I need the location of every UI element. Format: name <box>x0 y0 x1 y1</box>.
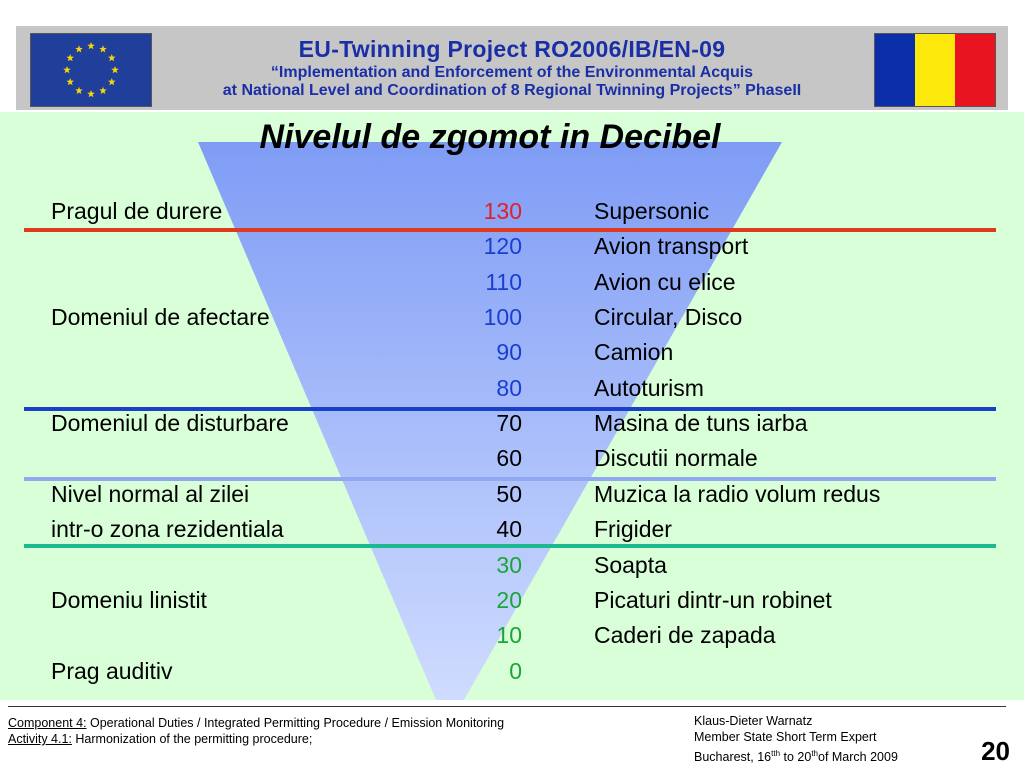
noise-source: Avion transport <box>594 233 749 260</box>
noise-source: Discutii normale <box>594 445 758 472</box>
date-place: Bucharest, 16 <box>694 750 772 765</box>
noise-source: Muzica la radio volum redus <box>594 480 881 507</box>
date-end: of March 2009 <box>818 750 898 765</box>
table-row <box>0 477 1024 512</box>
table-row <box>0 618 1024 653</box>
decibel-value: 30 <box>496 551 522 578</box>
noise-source: Autoturism <box>594 374 704 401</box>
activity-text: Harmonization of the permitting procedure; <box>71 732 313 746</box>
decibel-value: 0 <box>509 657 522 684</box>
footer-date <box>694 746 898 765</box>
decibel-value: 10 <box>496 622 522 649</box>
activity-label: Activity 4.1: <box>8 732 72 746</box>
noise-source: Caderi de zapada <box>594 622 776 649</box>
table-row <box>0 512 1024 547</box>
range-label: Nivel normal al zilei <box>51 480 250 507</box>
table-row <box>0 371 1024 406</box>
range-label: Domeniul de afectare <box>51 304 270 331</box>
decibel-value: 110 <box>485 268 522 295</box>
decibel-value: 40 <box>496 516 522 543</box>
range-label: Prag auditiv <box>51 657 173 684</box>
range-label: Domeniu linistit <box>51 586 207 613</box>
decibel-value: 100 <box>483 304 522 331</box>
noise-source: Supersonic <box>594 198 710 224</box>
footer-role: Member State Short Term Expert <box>694 730 877 744</box>
footer-divider <box>8 706 1006 707</box>
table-row <box>0 300 1024 335</box>
range-label: Pragul de durere <box>51 198 223 224</box>
table-row <box>0 194 1024 229</box>
noise-source: Camion <box>594 339 674 366</box>
table-row <box>0 406 1024 441</box>
table-row <box>0 548 1024 583</box>
footer-author: Klaus-Dieter Warnatz <box>694 714 813 728</box>
footer-activity <box>8 732 312 747</box>
noise-source: Frigider <box>594 516 672 543</box>
table-row <box>0 265 1024 300</box>
decibel-value: 20 <box>496 586 522 613</box>
range-label: Domeniul de disturbare <box>51 410 289 437</box>
table-row <box>0 654 1024 689</box>
slide-title: Nivelul de zgomot in Decibel <box>259 118 721 156</box>
table-row <box>0 335 1024 370</box>
decibel-value: 50 <box>496 480 522 507</box>
table-row <box>0 441 1024 476</box>
decibel-value: 90 <box>496 339 522 366</box>
page-number: 20 <box>981 736 1010 766</box>
table-row <box>0 583 1024 618</box>
noise-source: Circular, Disco <box>594 304 743 331</box>
component-text: Operational Duties / Integrated Permitting Procedure / Emission Monitoring <box>86 716 505 730</box>
project-subtitle-line2: at National Level and Coordination of 8 Regional Twinning Projects” PhaseII <box>222 82 802 99</box>
noise-source: Masina de tuns iarba <box>594 410 808 437</box>
decibel-value: 60 <box>496 445 522 472</box>
component-label: Component 4: <box>8 716 87 730</box>
decibel-value: 80 <box>496 374 522 401</box>
footer-component <box>8 716 504 731</box>
table-row <box>0 229 1024 264</box>
project-title: EU-Twinning Project RO2006/IB/EN-09 <box>298 36 726 62</box>
decibel-value: 70 <box>496 410 522 437</box>
noise-source: Picaturi dintr-un robinet <box>594 586 832 613</box>
noise-source: Soapta <box>594 551 667 578</box>
range-label: intr-o zona rezidentiala <box>51 516 284 543</box>
date-to: to 20 <box>780 750 812 765</box>
noise-source: Avion cu elice <box>594 268 736 295</box>
project-subtitle-line1: “Implementation and Enforcement of the Environmental Acquis <box>270 64 754 81</box>
decibel-value: 120 <box>483 233 522 260</box>
date-sup2: th <box>811 749 818 758</box>
date-sup1: tth <box>771 749 781 758</box>
decibel-value: 130 <box>483 198 522 224</box>
